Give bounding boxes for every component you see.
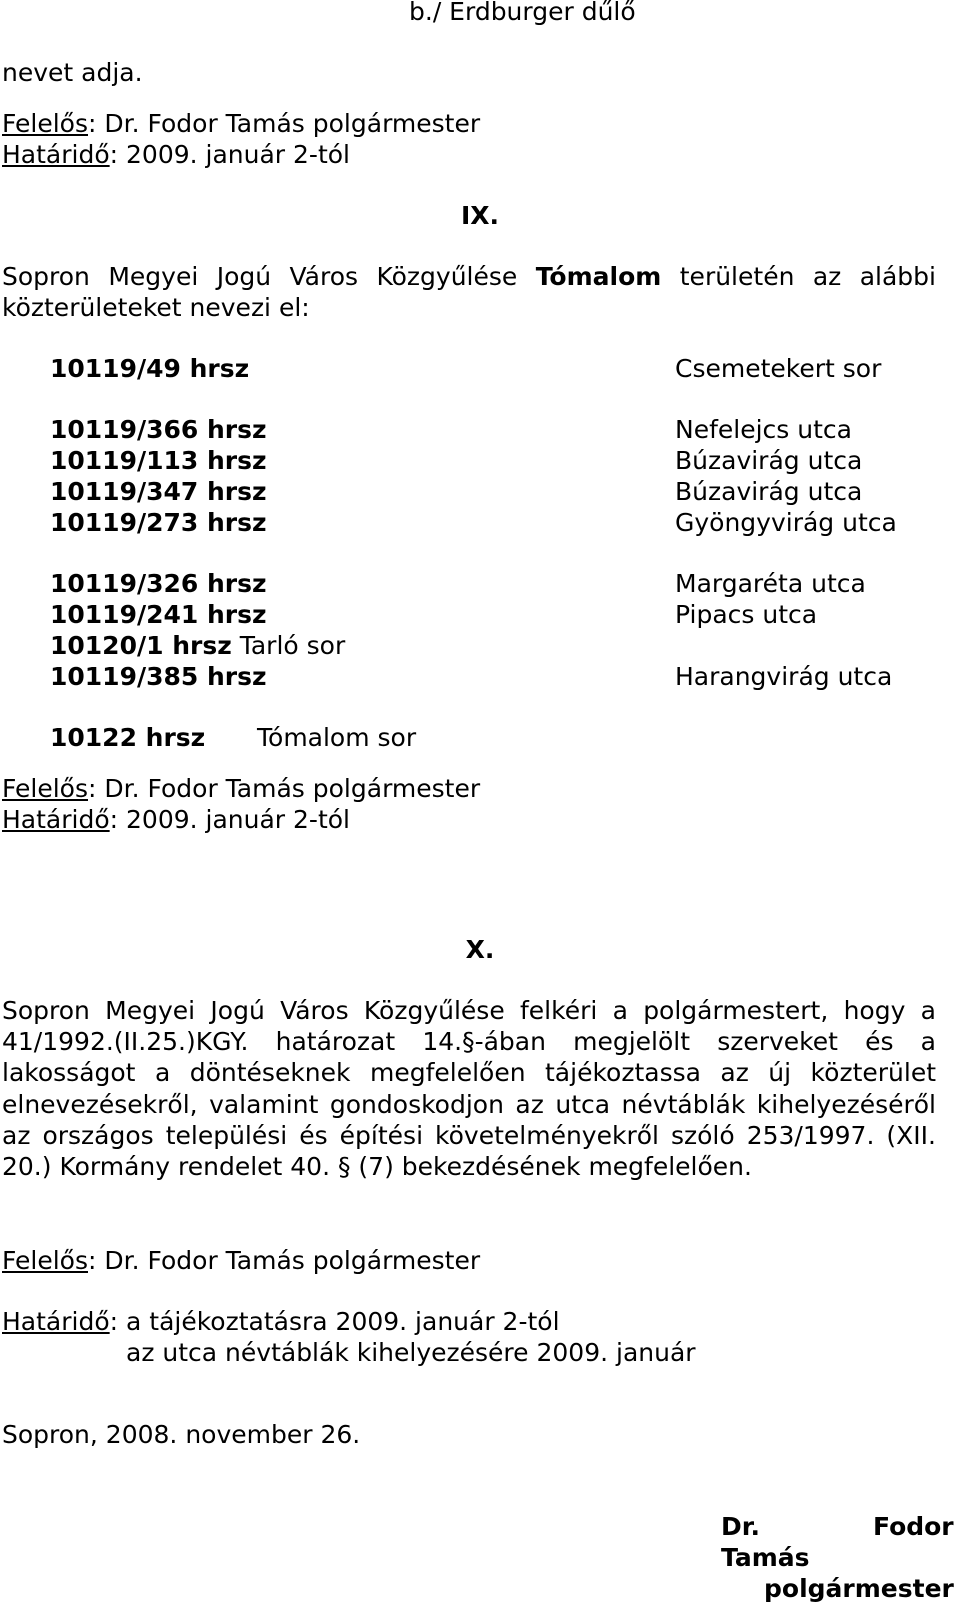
hrsz-cell: 10119/326 hrsz — [50, 569, 267, 598]
felelos-line — [2, 108, 480, 139]
hatarido-line — [2, 139, 350, 170]
street-name-cell: Tarló sor — [239, 631, 346, 660]
section-b-heading: b./ Erdburger dűlő — [409, 0, 636, 26]
hatarido-label: Határidő — [2, 140, 110, 169]
hrsz-cell: 10119/49 hrsz — [50, 354, 250, 383]
section-ix-intro — [2, 261, 936, 323]
hatarido-line-2: az utca névtáblák kihelyezésére 2009. január — [126, 1338, 696, 1367]
felelos-value: : Dr. Fodor Tamás polgármester — [88, 109, 481, 138]
felelos-value: : Dr. Fodor Tamás polgármester — [88, 774, 481, 803]
street-name-cell: Harangvirág utca — [675, 662, 893, 691]
hatarido-label: Határidő — [2, 1307, 110, 1336]
hatarido-line — [2, 804, 350, 835]
hatarido-line — [2, 1306, 560, 1337]
intro-post: területén az alábbi közterületeket nevezi el: — [2, 262, 936, 323]
hrsz-cell: 10120/1 hrsz — [50, 631, 232, 660]
hatarido-value: : a tájékoztatásra 2009. január 2-tól — [109, 1307, 560, 1336]
street-name-cell: Búzavirág utca — [675, 477, 863, 506]
felelos-value: : Dr. Fodor Tamás polgármester — [88, 1246, 481, 1275]
signature-dr: Dr. — [721, 1512, 761, 1541]
section-x-body: Sopron Megyei Jogú Város Közgyűlése felkéri a polgármestert, hogy a 41/1992.(II.25.)KGY. határozat 14.§-ában megjelölt szerveket és a lakosságot a döntéseknek megfelelően tájékoztassa az új közterület elnevezésekről, valamint gondoskodjon az utca névtáblák kihelyezéséről az országos települési és építési követelményekről szóló 253/1997. (XII. 20.) Kormány rendelet 40. § (7) bekezdésének megfelelően. — [2, 996, 936, 1182]
hatarido-value: : 2009. január 2-tól — [109, 140, 350, 169]
felelos-line — [2, 1245, 480, 1276]
hrsz-cell: 10119/273 hrsz — [50, 508, 267, 537]
street-name-cell: Nefelejcs utca — [675, 415, 852, 444]
section-x-number: X. — [465, 935, 495, 964]
naming-sentence-end: nevet adja. — [2, 58, 143, 87]
felelos-label: Felelős — [2, 1246, 88, 1275]
hrsz-cell: 10119/385 hrsz — [50, 662, 267, 691]
street-name-cell: Búzavirág utca — [675, 446, 863, 475]
felelos-label: Felelős — [2, 774, 88, 803]
signature-given-name: Tamás — [721, 1543, 810, 1572]
hrsz-cell: 10122 hrsz — [50, 723, 206, 752]
street-name-cell: Margaréta utca — [675, 569, 866, 598]
street-name-cell: Pipacs utca — [675, 600, 818, 629]
street-name-cell: Gyöngyvirág utca — [675, 508, 897, 537]
place-date: Sopron, 2008. november 26. — [2, 1420, 361, 1449]
hrsz-cell: 10119/241 hrsz — [50, 600, 267, 629]
signature-surname: Fodor — [873, 1512, 954, 1541]
hrsz-cell: 10119/366 hrsz — [50, 415, 267, 444]
section-ix-number: IX. — [460, 201, 500, 230]
street-name-cell: Csemetekert sor — [675, 354, 882, 383]
hatarido-label: Határidő — [2, 805, 110, 834]
hatarido-value: : 2009. január 2-tól — [109, 805, 350, 834]
hrsz-row-inline — [50, 630, 345, 661]
hrsz-cell: 10119/347 hrsz — [50, 477, 267, 506]
intro-bold: Tómalom — [535, 262, 662, 291]
felelos-line — [2, 773, 480, 804]
signature-title: polgármester — [764, 1574, 954, 1603]
hrsz-cell: 10119/113 hrsz — [50, 446, 267, 475]
intro-pre: Sopron Megyei Jogú Város Közgyűlése — [2, 262, 536, 291]
felelos-label: Felelős — [2, 109, 88, 138]
street-name-cell: Tómalom sor — [257, 723, 417, 752]
